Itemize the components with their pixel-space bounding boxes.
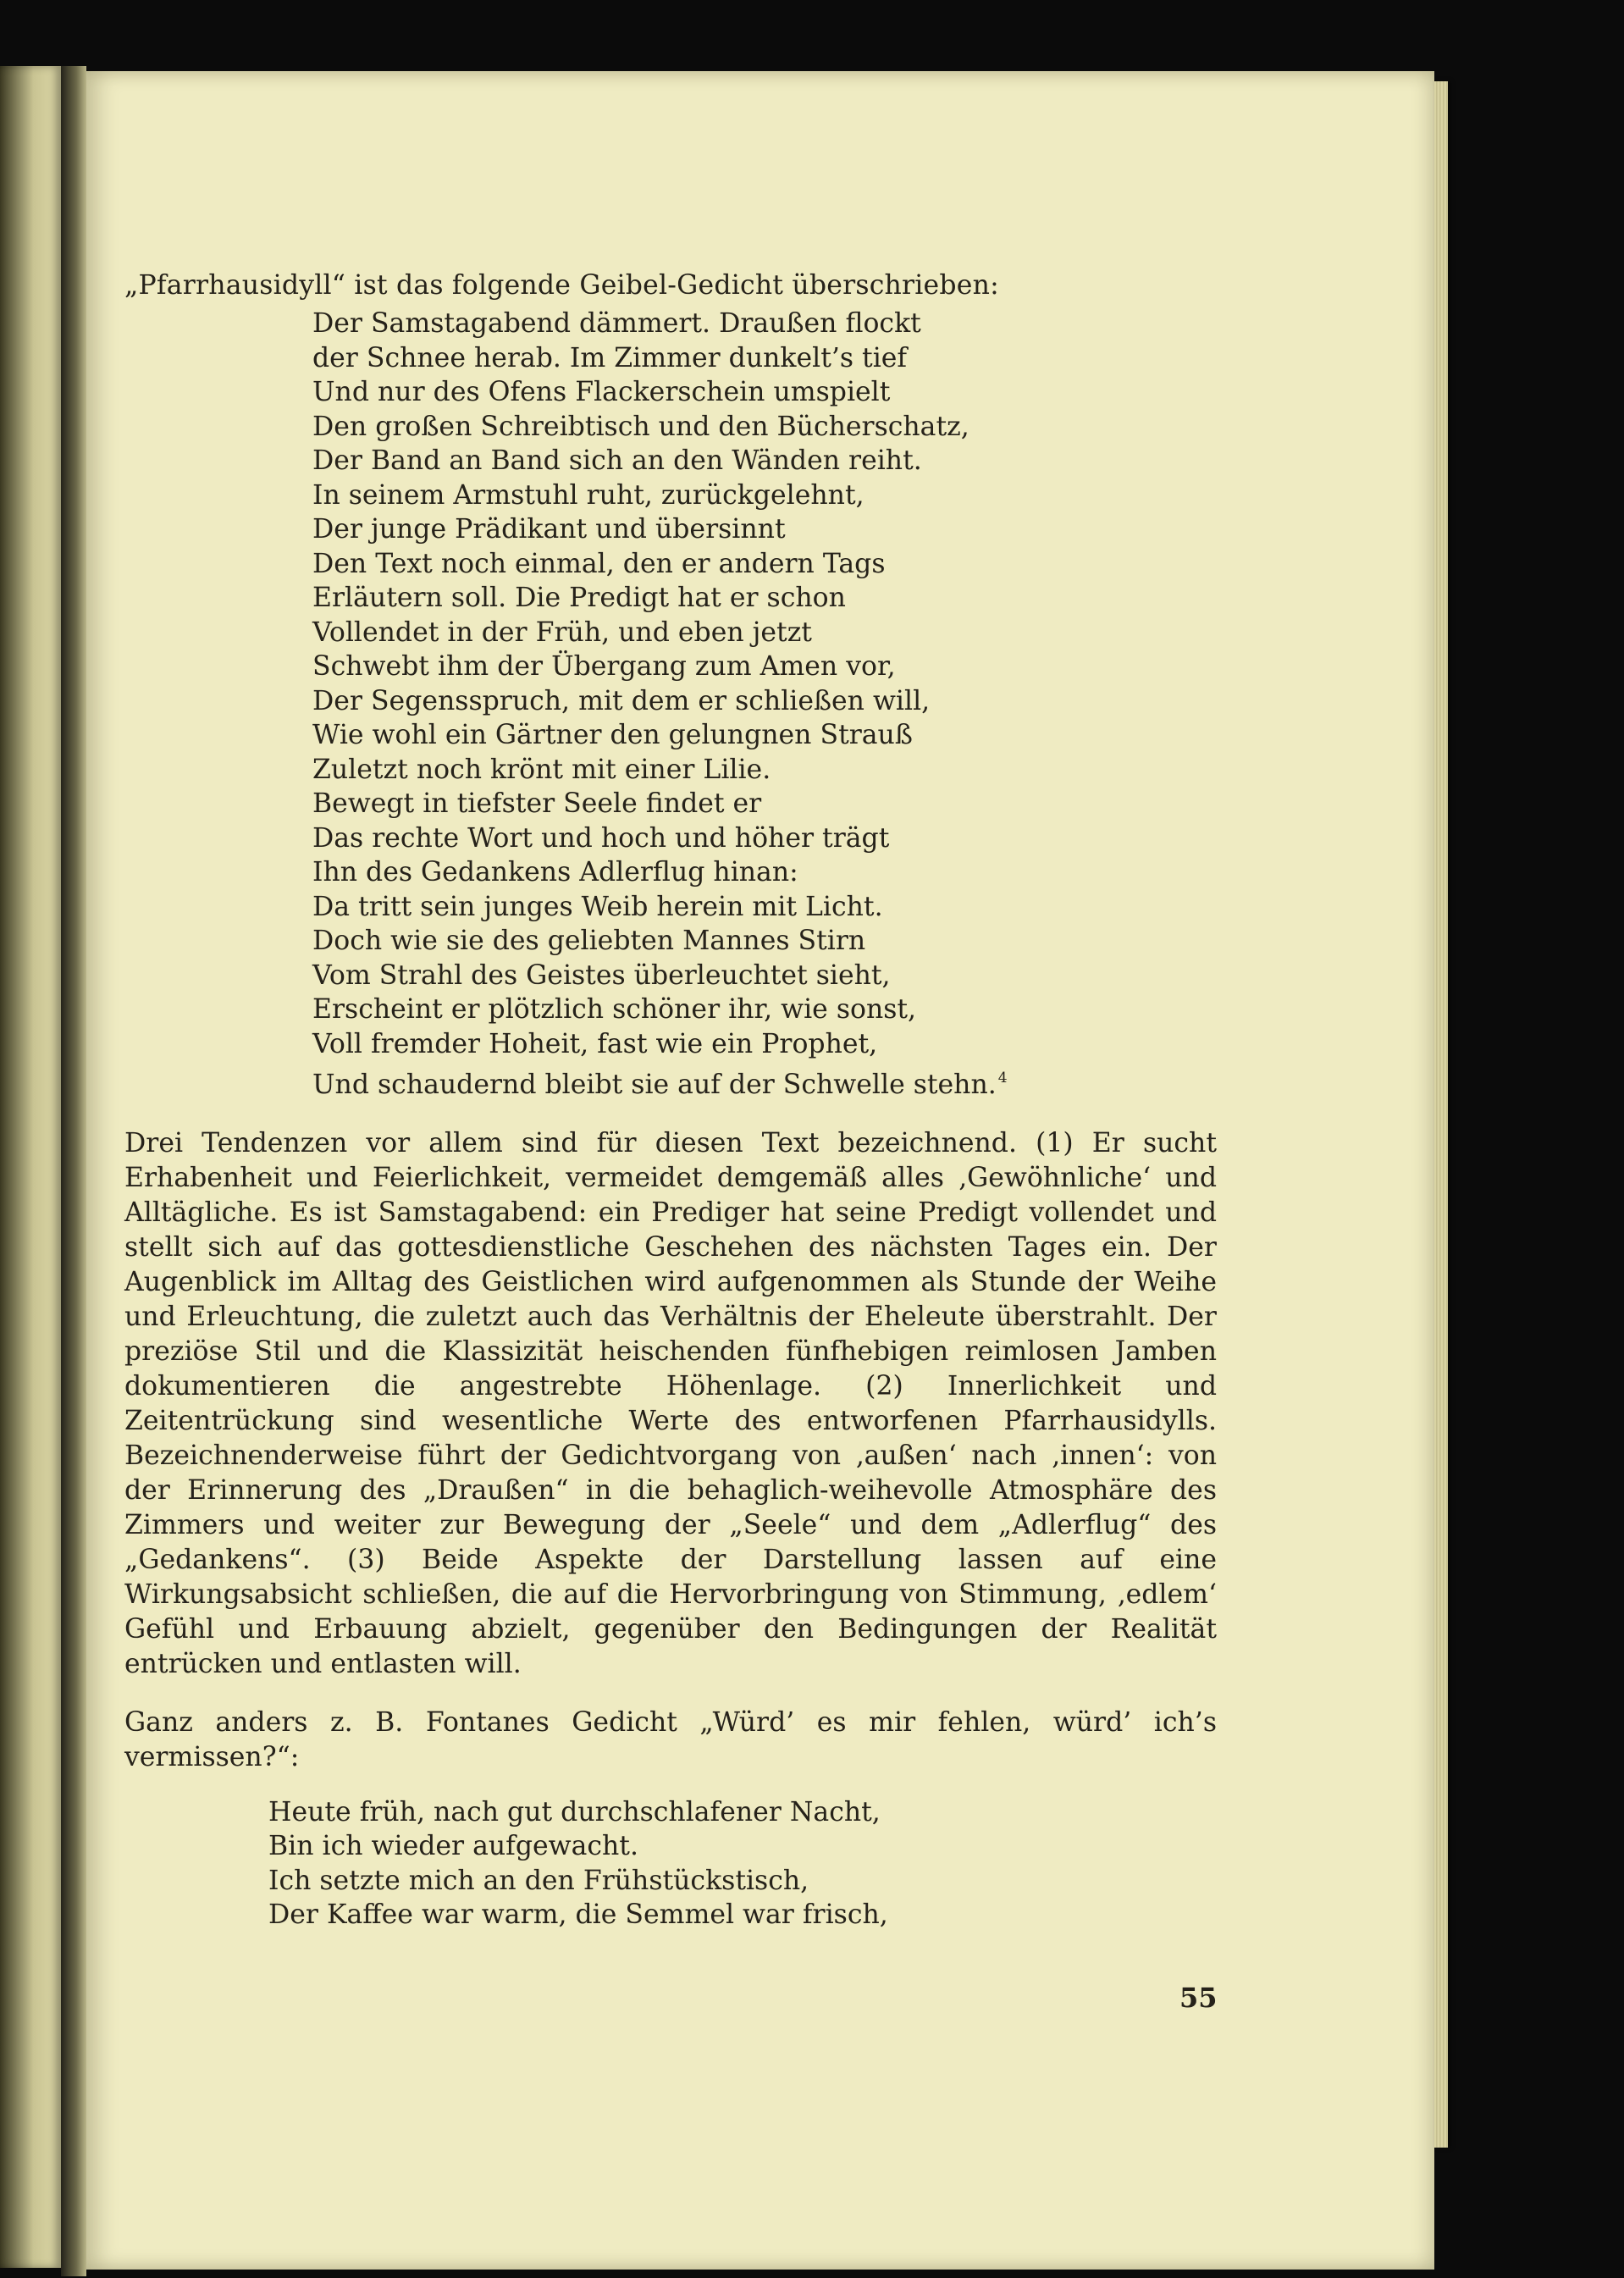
poem-line: [312, 684, 1217, 719]
book-gutter: [61, 66, 86, 2276]
poem-line-text: Ich setzte mich an den Frühstückstisch,: [268, 1865, 809, 1896]
poem-line-text: Zuletzt noch krönt mit einer Lilie.: [312, 754, 771, 785]
poem-line: [312, 787, 1217, 821]
poem-line-text: Erläutern soll. Die Predigt hat er schon: [312, 583, 846, 613]
fontane-intro: Ganz anders z. B. Fontanes Gedicht „Würd’ es mir fehlen, würd’ ich’s vermissen?“:: [124, 1706, 1217, 1772]
poem-line-text: Da tritt sein junges Weib herein mit Licht.: [312, 891, 883, 922]
page-number: 55: [1179, 1982, 1218, 2014]
poem-line: [312, 375, 1217, 410]
poem-line-text: Der Band an Band sich an den Wänden reiht.: [312, 445, 922, 476]
poem-line-text: Das rechte Wort und hoch und höher trägt: [312, 822, 890, 854]
poem-line-text: Doch wie sie des geliebten Mannes Stirn: [312, 926, 866, 956]
poem-line-text: Bin ich wieder aufgewacht.: [268, 1831, 638, 1861]
intro-line: „Pfarrhausidyll“ ist das folgende Geibel-Gedicht überschrieben:: [124, 270, 999, 301]
poem-line-text: Schwebt ihm der Übergang zum Amen vor,: [312, 651, 896, 682]
poem-line-text: Vom Strahl des Geistes überleuchtet sieht,: [312, 959, 891, 991]
poem-line: [268, 1898, 1217, 1932]
poem-line-text: Der Segensspruch, mit dem er schließen will,: [312, 685, 931, 716]
footnote-marker: 4: [997, 1070, 1008, 1086]
poem-line: [312, 1027, 1217, 1062]
poem-line-text: In seinem Armstuhl ruht, zurückgelehnt,: [312, 479, 864, 511]
poem-line-text: Ihn des Gedankens Adlerflug hinan:: [312, 857, 798, 887]
poem-line: [312, 410, 1217, 445]
geibel-poem: [312, 307, 1217, 1103]
left-page-edge: [0, 66, 61, 2268]
poem-line-text: der Schnee herab. Im Zimmer dunkelt’s tief: [312, 342, 908, 373]
poem-line: [312, 753, 1217, 788]
analysis-paragraph: Drei Tendenzen vor allem sind für diesen Text bezeichnend. (1) Er sucht Erhabenheit und Feierlichkeit, vermeidet demgemäß alles ‚Gewöhnliche‘ und Alltägliche. Es ist Samstagabend: ein Prediger hat seine Predigt vollendet und stellt sich auf das gottesdienstliche Geschehen des nächsten Tages ein. Der Augenblick im Alltag des Geistlichen wird aufgenommen als Stunde der Weihe und Erleuchtung, die zuletzt auch das Verhältnis der Eheleute überstrahlt. Der preziöse Stil und die Klassizität heischenden fünfhebigen reimlosen Jamben dokumentieren die angestrebte Höhenlage. (2) Innerlichkeit und Zeitentrückung sind wesentliche Werte des entworfenen Pfarrhausidylls. Bezeichnenderweise führt der Gedichtvorgang von ‚außen‘ nach ‚innen‘: von der Erinnerung des „Draußen“ in die behaglich-weihevolle Atmosphäre des Zimmers und weiter zur Bewegung der „Seele“ und dem „Adlerflug“ des „Gedankens“. (3) Beide Aspekte der Darstellung lassen auf eine Wirkungsabsicht schließen, die auf die Hervorbringung von Stimmung, ‚edlem‘ Gefühl und Erbauung abzielt, gegenüber den Bedingungen der Realität entrücken und entlasten will.: [124, 1127, 1217, 1679]
poem-line-text: Wie wohl ein Gärtner den gelungnen Strauß: [312, 720, 913, 750]
page-content: [124, 268, 1217, 1932]
fontane-poem: [268, 1795, 1217, 1932]
poem-line-text: Der Samstagabend dämmert. Draußen flockt: [312, 308, 921, 339]
poem-line-text: Heute früh, nach gut durchschlafener Nacht,: [268, 1796, 881, 1827]
spacer: [124, 1682, 1217, 1706]
poem-line: [312, 650, 1217, 684]
poem-line-text: Den großen Schreibtisch und den Bücherschatz,: [312, 411, 969, 442]
poem-line: [312, 890, 1217, 925]
poem-line: [312, 959, 1217, 993]
page-stack-edge: [1434, 81, 1448, 2148]
poem-line: [312, 341, 1217, 376]
poem-line: [312, 718, 1217, 753]
poem-line: [312, 616, 1217, 650]
poem-line: [312, 1061, 1217, 1103]
poem-line-text: Der Kaffee war warm, die Semmel war frisch,: [268, 1899, 888, 1930]
poem-line-text: Der junge Prädikant und übersinnt: [312, 514, 786, 545]
poem-line-text: Voll fremder Hoheit, fast wie ein Prophet,: [312, 1028, 878, 1059]
poem-line: [312, 478, 1217, 513]
poem-line-text: Den Text noch einmal, den er andern Tags: [312, 548, 886, 579]
poem-line-text: Und nur des Ofens Flackerschein umspielt: [312, 377, 891, 407]
poem-line: [312, 444, 1217, 478]
poem-line-text: Bewegt in tiefster Seele findet er: [312, 788, 762, 819]
poem-line: [312, 821, 1217, 856]
poem-line: [268, 1829, 1217, 1864]
poem-line: [312, 307, 1217, 341]
poem-line: [312, 924, 1217, 959]
poem-line: [312, 992, 1217, 1027]
poem-line-text: Und schaudernd bleibt sie auf der Schwelle stehn.: [312, 1070, 997, 1100]
poem-line: [312, 547, 1217, 582]
poem-line: [312, 581, 1217, 616]
spacer: [124, 1103, 1217, 1126]
poem-line-text: Erscheint er plötzlich schöner ihr, wie sonst,: [312, 994, 917, 1025]
poem-line: [268, 1864, 1217, 1899]
poem-line-text: Vollendet in der Früh, und eben jetzt: [312, 616, 812, 648]
poem-line: [268, 1795, 1217, 1830]
poem-line: [312, 512, 1217, 547]
poem-line: [312, 855, 1217, 890]
